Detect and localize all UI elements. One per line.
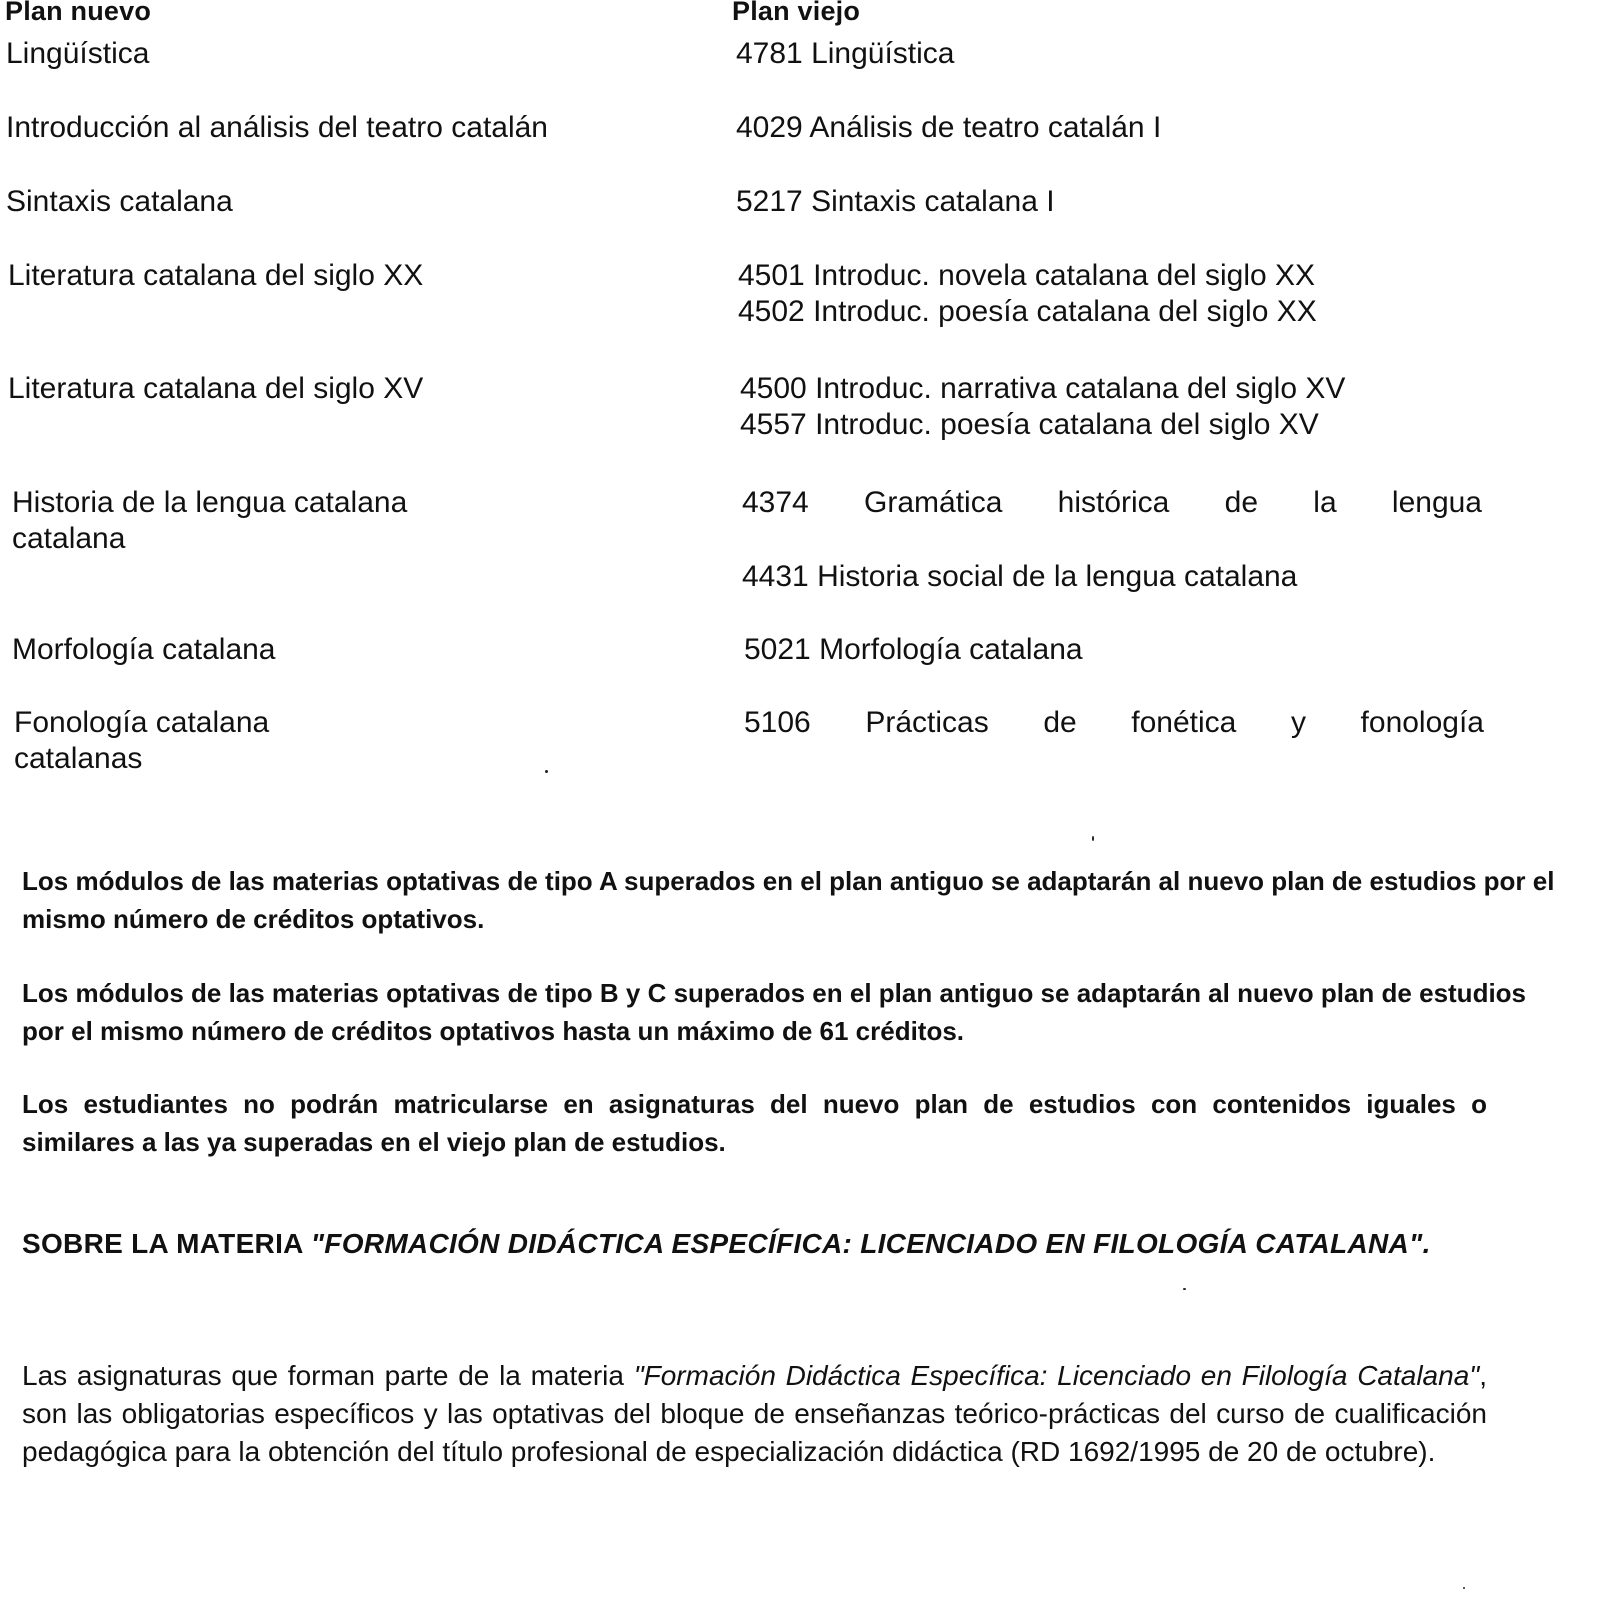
old-plan-subjects	[736, 36, 1496, 72]
scan-speck	[1463, 1587, 1465, 1589]
old-plan-subject: 4557 Introduc. poesía catalana del siglo XV	[740, 408, 1319, 441]
section-title	[22, 1225, 1487, 1263]
old-plan-subject: 4502 Introduc. poesía catalana del siglo XX	[738, 295, 1317, 328]
new-plan-subject: Historia de la lengua catalana catalana	[12, 486, 408, 555]
old-plan-subject: 4781 Lingüística	[736, 37, 955, 70]
new-plan-subject: Introducción al análisis del teatro catalán	[6, 111, 548, 144]
note-paragraph: Los estudiantes no podrán matricularse en asignaturas del nuevo plan de estudios con contenidos iguales o similares a las ya superadas en el viejo plan de estudios.	[22, 1089, 1487, 1157]
scan-speck	[1092, 836, 1094, 841]
word: Gramática	[864, 486, 1003, 519]
paragraph-text: , son las obligatorias específicos y las optativas del bloque de enseñanzas teórico-prácticas del curso de cualificación pedagógica para la obtención del título profesional de especialización didáctica (RD 1692/1995 de 20 de octubre).	[22, 1360, 1487, 1467]
new-plan-subject: Literatura catalana del siglo XX	[8, 259, 424, 292]
word: la	[1313, 486, 1337, 519]
old-plan-subjects	[738, 258, 1498, 330]
section-title-prefix: SOBRE LA MATERIA	[22, 1228, 311, 1259]
old-plan-subject	[742, 485, 1482, 521]
old-plan-subjects	[736, 110, 1496, 146]
paragraph-text: Las asignaturas que forman parte de la materia	[22, 1360, 634, 1391]
old-plan-subjects	[744, 632, 1504, 668]
word: y	[1290, 706, 1306, 739]
old-plan-subjects	[736, 184, 1496, 220]
section-title-subject: "FORMACIÓN DIDÁCTICA ESPECÍFICA: LICENCIADO EN FILOLOGÍA CATALANA".	[310, 1228, 1431, 1259]
note-paragraph: Los módulos de las materias optativas de tipo B y C superados en el plan antiguo se adaptarán al nuevo plan de estudios por el mismo número de créditos optativos hasta un máximo de 61 créditos.	[22, 978, 1527, 1046]
word: fonética	[1131, 706, 1237, 739]
old-plan-subject: 5021 Morfología catalana	[744, 633, 1083, 666]
scan-speck	[545, 770, 548, 773]
old-plan-subject: 4029 Análisis de teatro catalán I	[736, 111, 1162, 144]
note-paragraph: Los módulos de las materias optativas de tipo A superados en el plan antiguo se adaptarán al nuevo plan de estudios por el mismo número de créditos optativos.	[22, 866, 1555, 934]
word: fonología	[1360, 706, 1484, 739]
word: de	[1224, 486, 1259, 519]
old-plan-subject: 4500 Introduc. narrativa catalana del siglo XV	[740, 372, 1346, 405]
column-header-plan-nuevo: Plan nuevo	[5, 0, 152, 26]
word: 4374	[742, 486, 809, 519]
scan-speck	[1183, 1288, 1186, 1290]
old-plan-subject: 4431 Historia social de la lengua catalana	[742, 560, 1298, 593]
section-body-paragraph	[22, 1357, 1487, 1471]
word: histórica	[1057, 486, 1170, 519]
new-plan-subject: Sintaxis catalana	[6, 185, 233, 218]
old-plan-subjects	[742, 485, 1502, 595]
old-plan-subject: 4501 Introduc. novela catalana del siglo XX	[738, 259, 1316, 292]
new-plan-subject: Literatura catalana del siglo XV	[8, 372, 424, 405]
word: 5106	[744, 706, 811, 739]
word: de	[1043, 706, 1077, 739]
new-plan-subject: Lingüística	[6, 37, 150, 70]
old-plan-subject	[744, 705, 1484, 741]
column-header-plan-viejo: Plan viejo	[732, 0, 861, 26]
new-plan-subject: Fonología catalana catalanas	[14, 706, 270, 775]
word: lengua	[1391, 486, 1482, 519]
old-plan-subjects	[740, 371, 1500, 443]
old-plan-subjects	[744, 705, 1504, 741]
word: Prácticas	[865, 706, 989, 739]
paragraph-subject-italic: "Formación Didáctica Específica: Licenciado en Filología Catalana"	[633, 1360, 1480, 1391]
old-plan-subject: 5217 Sintaxis catalana I	[736, 185, 1055, 218]
new-plan-subject: Morfología catalana	[12, 633, 276, 666]
